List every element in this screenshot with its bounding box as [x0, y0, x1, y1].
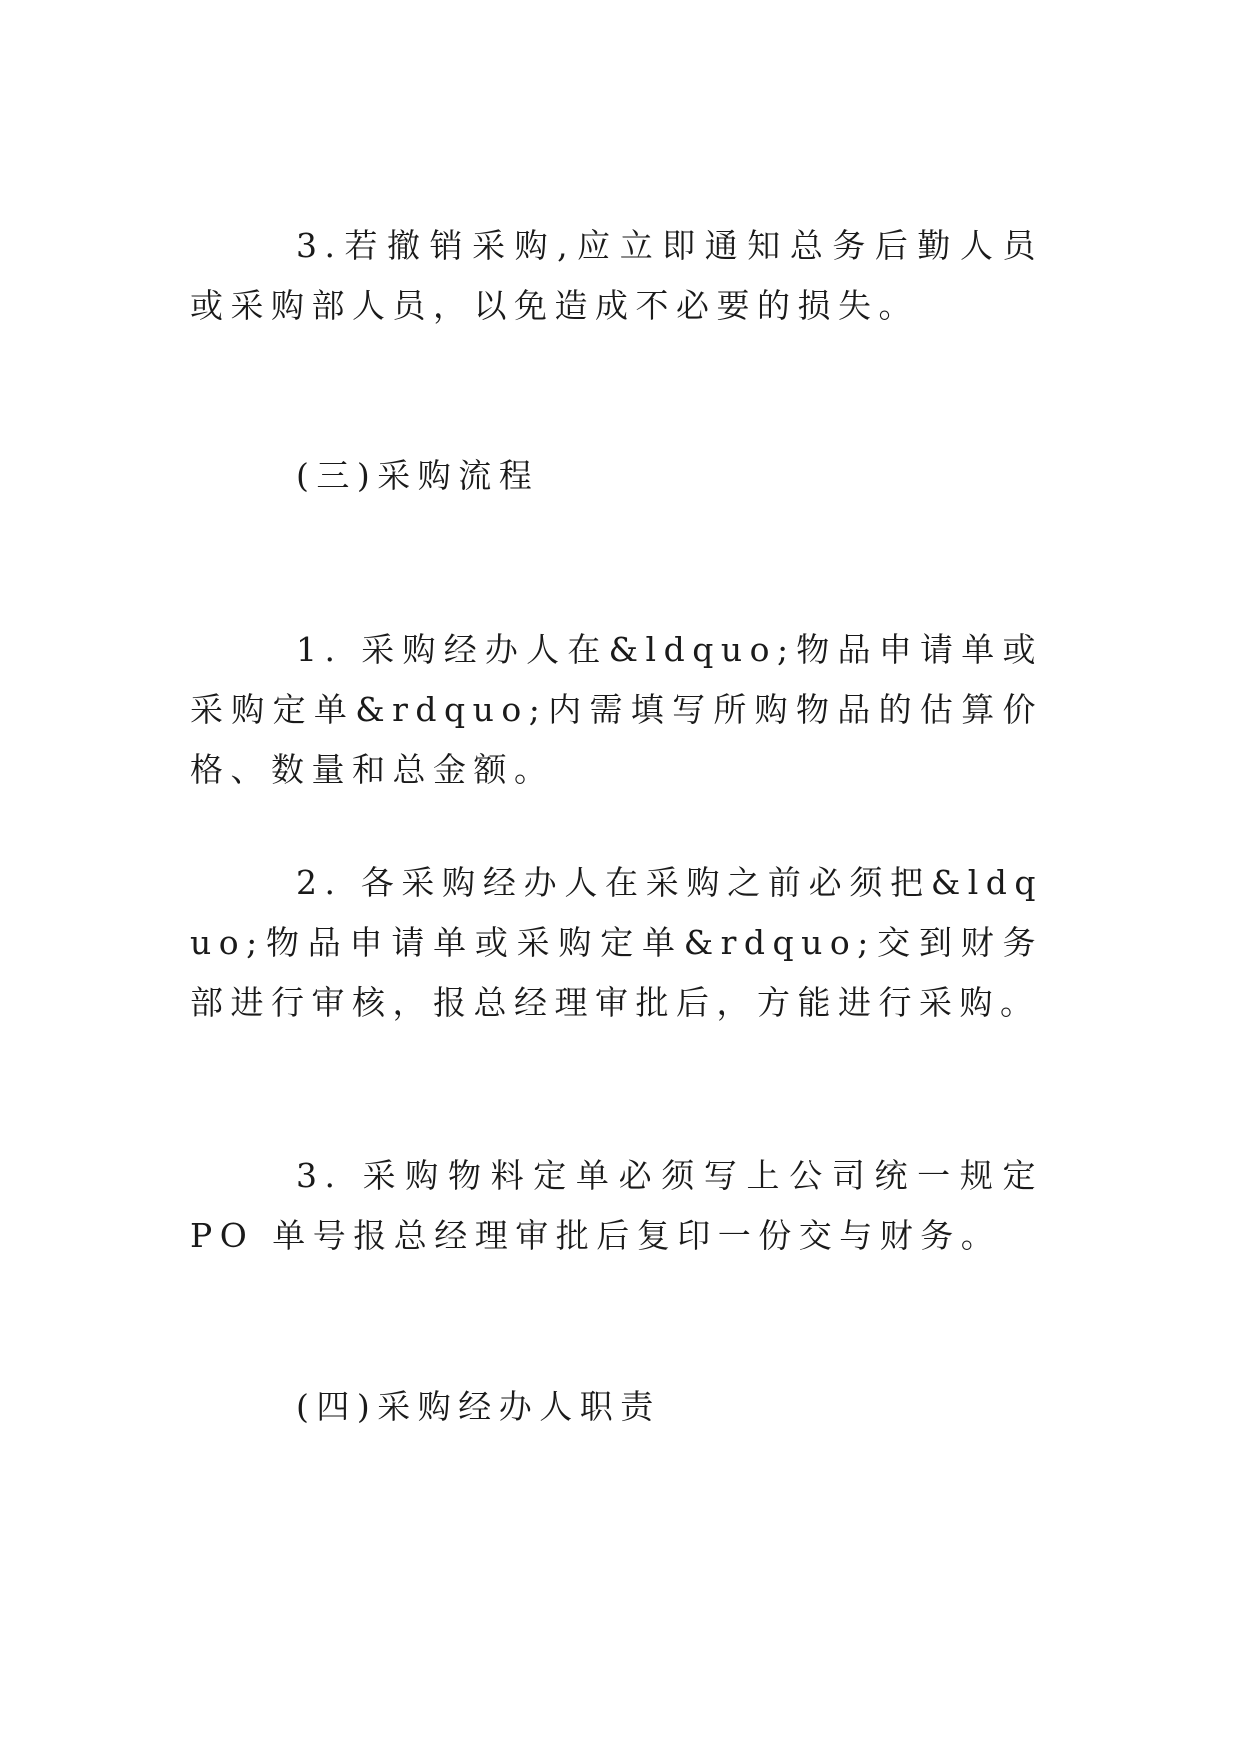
paragraph-cancel-purchase: 3.若撤销采购,应立即通知总务后勤人员或采购部人员，以免造成不必要的损失。	[190, 226, 1043, 325]
section-heading-agent-duties: (四)采购经办人职责	[296, 1387, 661, 1426]
paragraph-step-3: 3. 采购物料定单必须写上公司统一规定 PO 单号报总经理审批后复印一份交与财务。	[190, 1156, 1043, 1255]
section-heading-purchase-process: (三)采购流程	[296, 456, 540, 495]
paragraph-step-1: 1. 采购经办人在&ldquo;物品申请单或采购定单&rdquo;内需填写所购物品的估算价格、数量和总金额。	[190, 630, 1043, 789]
paragraph-step-2: 2. 各采购经办人在采购之前必须把&ldquo;物品申请单或采购定单&rdquo;交到财务部进行审核，报总经理审批后，方能进行采购。	[190, 863, 1043, 1022]
